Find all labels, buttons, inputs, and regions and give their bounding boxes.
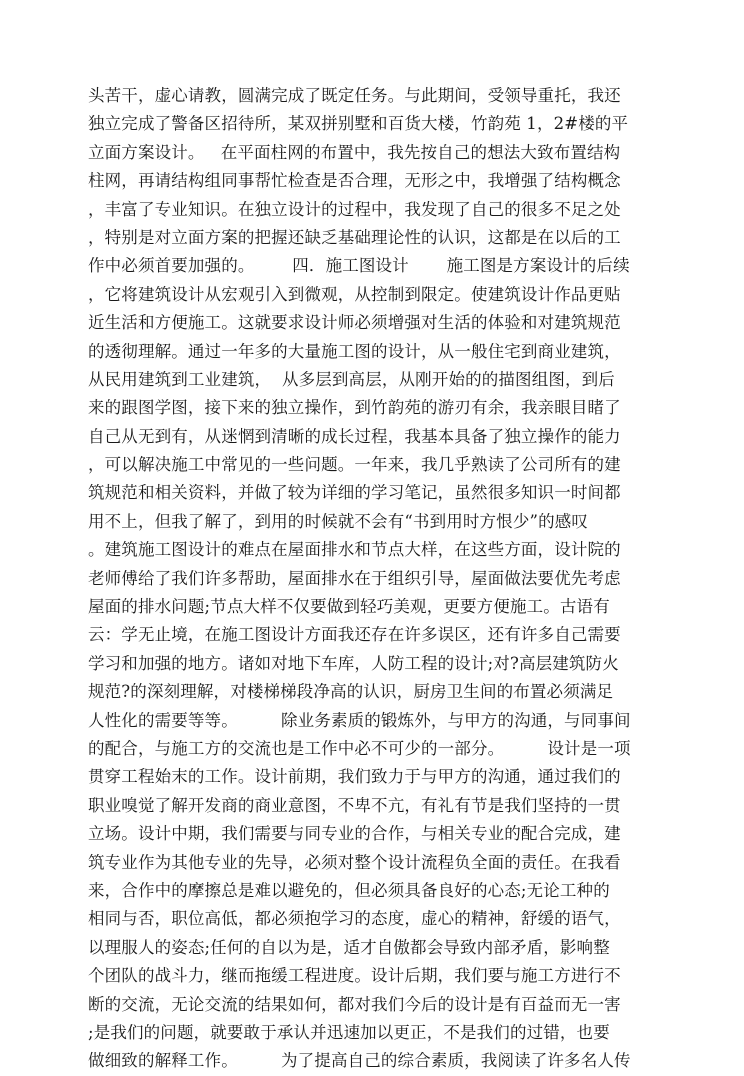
text-line: 做细致的解释工作。 为了提高自己的综合素质，我阅读了许多名人传 bbox=[88, 1051, 631, 1071]
text-line: 云：学无止境，在施工图设计方面我还存在许多误区，还有许多自己需要 bbox=[88, 625, 621, 645]
text-line: 贯穿工程始末的工作。设计前期，我们致力于与甲方的沟通，通过我们的 bbox=[88, 767, 621, 787]
text-line: 用不上，但我了解了，到用的时候就不会有“书到用时方恨少”的感叹 bbox=[88, 511, 589, 531]
text-line: 相同与否，职位高低，都必须抱学习的态度，虚心的精神，舒缓的语气， bbox=[88, 909, 621, 929]
text-line: 人性化的需要等等。 除业务素质的锻炼外，与甲方的沟通，与同事间 bbox=[88, 710, 631, 730]
text-line: 的配合，与施工方的交流也是工作中必不可少的一部分。 设计是一项 bbox=[88, 738, 631, 758]
text-line: 近生活和方便施工。这就要求设计师必须增强对生活的体验和对建筑规范 bbox=[88, 313, 621, 333]
text-line: 学习和加强的地方。诸如对地下车库，人防工程的设计;对?高层建筑防火 bbox=[88, 653, 619, 673]
text-line: 立场。设计中期，我们需要与同专业的合作，与相关专业的配合完成，建 bbox=[88, 824, 621, 844]
text-line: ，特别是对立面方案的把握还缺乏基础理论性的认识，这都是在以后的工 bbox=[88, 227, 621, 247]
text-line: 筑专业作为其他专业的先导，必须对整个设计流程负全面的责任。在我看 bbox=[88, 852, 621, 872]
text-line: ，可以解决施工中常见的一些问题。一年来，我几乎熟读了公司所有的建 bbox=[88, 455, 621, 475]
text-line: 立面方案设计。 在平面柱网的布置中，我先按自己的想法大致布置结构 bbox=[88, 142, 621, 162]
text-line: 职业嗅觉了解开发商的商业意图，不卑不亢，有礼有节是我们坚持的一贯 bbox=[88, 795, 621, 815]
body-text bbox=[88, 82, 668, 1076]
text-line: 。建筑施工图设计的难点在屋面排水和节点大样，在这些方面，设计院的 bbox=[88, 540, 621, 560]
text-line: ，丰富了专业知识。在独立设计的过程中，我发现了自己的很多不足之处 bbox=[88, 199, 621, 219]
text-line: 筑规范和相关资料，并做了较为详细的学习笔记，虽然很多知识一时间都 bbox=[88, 483, 621, 503]
text-line: 规范?的深刻理解，对楼梯梯段净高的认识，厨房卫生间的布置必须满足 bbox=[88, 682, 614, 702]
text-line: 来的跟图学图，接下来的独立操作，到竹韵苑的游刃有余，我亲眼目睹了 bbox=[88, 398, 621, 418]
text-line: 的透彻理解。通过一年多的大量施工图的设计，从一般住宅到商业建筑， bbox=[88, 341, 621, 361]
text-line: ;是我们的问题，就要敢于承认并迅速加以更正，不是我们的过错，也要 bbox=[88, 1022, 610, 1042]
text-line: ，它将建筑设计从宏观引入到微观，从控制到限定。使建筑设计作品更贴 bbox=[88, 284, 621, 304]
text-line: 作中必须首要加强的。 四．施工图设计 施工图是方案设计的后续 bbox=[88, 256, 630, 276]
text-line: 个团队的战斗力，继而拖缓工程进度。设计后期，我们要与施工方进行不 bbox=[88, 966, 621, 986]
text-line: 以理服人的姿态;任何的自以为是，适才自傲都会导致内部矛盾，影响整 bbox=[88, 937, 610, 957]
text-line: 来，合作中的摩擦总是难以避免的，但必须具备良好的心态;无论工种的 bbox=[88, 880, 610, 900]
text-line: 头苦干，虚心请教，圆满完成了既定任务。与此期间，受领导重托，我还 bbox=[88, 86, 621, 105]
text-line: 屋面的排水问题;节点大样不仅要做到轻巧美观，更要方便施工。古语有 bbox=[88, 597, 610, 617]
text-line: 自己从无到有，从迷惘到清晰的成长过程，我基本具备了独立操作的能力 bbox=[88, 426, 621, 446]
text-line: 柱网，再请结构组同事帮忙检查是否合理，无形之中，我增强了结构概念 bbox=[88, 171, 621, 191]
text-line: 从民用建筑到工业建筑， 从多层到高层，从刚开始的的描图组图，到后 bbox=[88, 369, 615, 389]
text-line: 独立完成了警备区招待所，某双拼别墅和百货大楼，竹韵苑 1，2#楼的平 bbox=[88, 114, 629, 134]
text-line: 断的交流，无论交流的结果如何，都对我们今后的设计是有百益而无一害 bbox=[88, 994, 621, 1014]
text-line: 老师傅给了我们许多帮助，屋面排水在于组织引导，屋面做法要优先考虑 bbox=[88, 568, 621, 588]
